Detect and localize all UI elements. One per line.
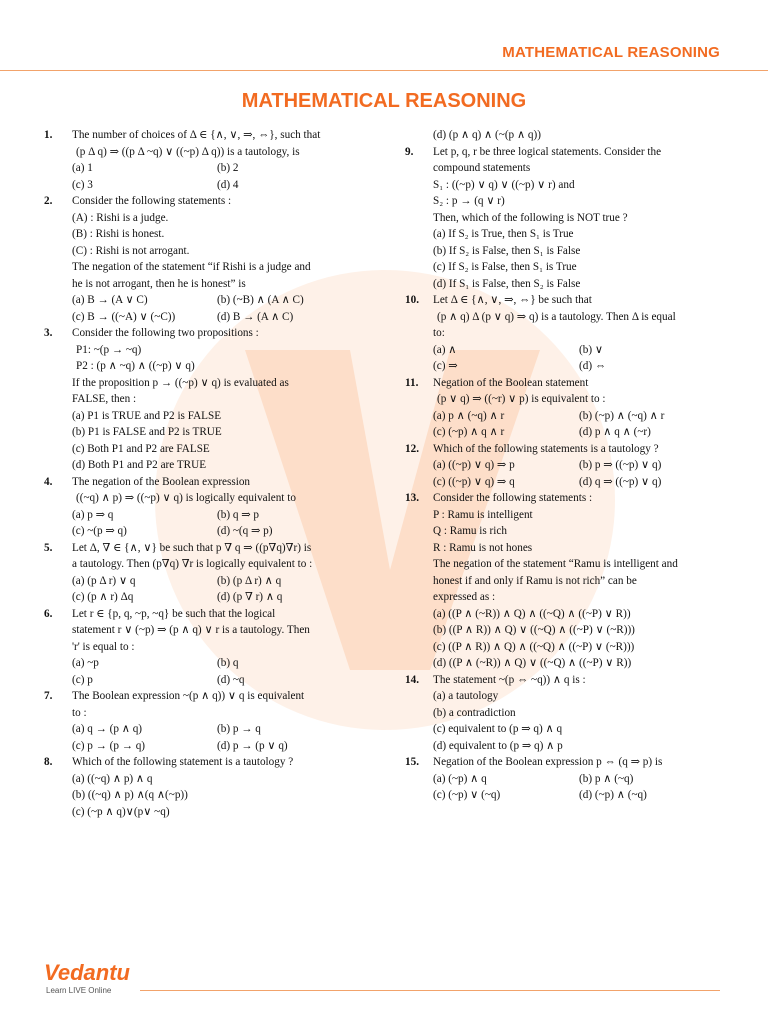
option-a: (a) 1	[72, 162, 93, 174]
option-c: (c) If S₂ is False, then S₁ is True	[433, 261, 577, 273]
option-b: (b) P1 is FALSE and P2 is TRUE	[72, 426, 222, 438]
question-number: 1.	[44, 129, 53, 141]
option-a: (a) P1 is TRUE and P2 is FALSE	[72, 409, 222, 422]
option-d: (d) ⇔	[579, 360, 607, 372]
option-d: (d) p ∧ q ∧ (~r)	[579, 426, 651, 438]
question-6	[44, 606, 362, 689]
question-number: 3.	[44, 327, 53, 339]
question-text: to :	[72, 706, 87, 719]
question-text: Then, which of the following is NOT true ?	[433, 211, 628, 224]
statement: R : Ramu is not hones	[433, 541, 533, 554]
question-12	[405, 441, 725, 491]
question-14	[405, 672, 725, 755]
question-text: The number of choices of Δ ∈ {∧, ∨, ⇒, ⇔}, such that	[72, 129, 321, 141]
question-text: he is not arrogant, then he is honest” is	[72, 277, 246, 290]
brand-tagline: Learn LIVE Online	[46, 986, 112, 995]
question-5	[44, 540, 362, 606]
statement: Q : Ramu is rich	[433, 525, 507, 537]
option-b: (b) (p Δ r) ∧ q	[217, 574, 282, 587]
question-number: 11.	[405, 376, 419, 389]
option-c: (c) p → (p → q)	[72, 739, 146, 752]
option-d: (d) ~(q ⇒ p)	[217, 525, 273, 537]
question-text: The negation of the statement “if Rishi is a judge and	[72, 261, 311, 273]
right-column	[405, 127, 725, 804]
option-a: (a) If S₂ is True, then S₁ is True	[433, 228, 574, 240]
option-b: (b) (~B) ∧ (A ∧ C)	[217, 294, 304, 306]
question-text: The negation of the statement “Ramu is intelligent and	[433, 558, 678, 570]
option-b: (b) (~p) ∧ (~q) ∧ r	[579, 409, 665, 422]
question-text: Consider the following two propositions :	[72, 327, 259, 339]
option-d: (d) equivalent to (p ⇒ q) ∧ p	[433, 739, 563, 752]
question-3	[44, 325, 362, 474]
statement: S₁ : ((~p) ∨ q) ∨ ((~p) ∨ r) and	[433, 178, 575, 191]
page-title: MATHEMATICAL REASONING	[241, 90, 527, 112]
question-number: 8.	[44, 756, 53, 768]
question-4	[44, 474, 362, 540]
option-a: (a) ~p	[72, 657, 99, 669]
question-9	[405, 144, 725, 293]
option-d: (d) 4	[217, 178, 239, 191]
question-text: Let p, q, r be three logical statements. Consider the	[433, 145, 662, 158]
formula: (p ∨ q) ⇒ ((~r) ∨ p) is equivalent to :	[437, 393, 606, 405]
proposition: P2 : (p ∧ ~q) ∧ ((~p) ∨ q)	[76, 360, 195, 372]
question-text: honest if and only if Ramu is not rich” can be	[433, 574, 637, 587]
brand-logo: Vedantu	[44, 960, 130, 985]
option-d: (d) p → (p ∨ q)	[217, 739, 288, 752]
option-c: (c) (~p ∧ q)∨(p∨ ~q)	[72, 805, 170, 818]
option-a: (a) ((~q) ∧ p) ∧ q	[72, 772, 153, 785]
option-a: (a) B → (A ∨ C)	[72, 294, 148, 306]
question-text: Let r ∈ {p, q, ~p, ~q} be such that the logical	[72, 607, 276, 620]
question-number: 4.	[44, 475, 53, 488]
option-d: (d) (~p) ∧ (~q)	[579, 789, 647, 801]
option-c: (c) (~p) ∨ (~q)	[433, 789, 501, 801]
statement: (B) : Rishi is honest.	[72, 228, 165, 240]
option-d: (d) B → (A ∧ C)	[217, 310, 294, 323]
footer-divider	[140, 990, 720, 991]
question-8-continued	[405, 127, 725, 144]
option-a: (a) a tautology	[433, 690, 499, 702]
option-d: (d) If S₁ is False, then S₂ is False	[433, 277, 581, 290]
option-c: (c) 3	[72, 178, 93, 191]
question-number: 10.	[405, 294, 419, 306]
question-text: Consider the following statements :	[72, 195, 232, 207]
question-text: The statement ~(p ⇔ ~q)) ∧ q is :	[433, 673, 586, 686]
statement: S₂ : p → (q ∨ r)	[433, 195, 505, 207]
option-c: (c) ((~p) ∨ q) ⇒ q	[433, 475, 515, 488]
option-b: (b) a contradiction	[433, 706, 516, 719]
question-number: 5.	[44, 541, 53, 554]
question-number: 9.	[405, 145, 414, 158]
option-a: (a) q → (p ∧ q)	[72, 723, 143, 735]
header-title: MATHEMATICAL REASONING	[502, 44, 720, 61]
left-column	[44, 127, 362, 820]
question-text: The negation of the Boolean expression	[72, 475, 251, 488]
question-text: to:	[433, 327, 445, 339]
question-text: The Boolean expression ~(p ∧ q)) ∨ q is equivalent	[72, 690, 305, 702]
option-a: (a) ∧	[433, 343, 457, 356]
question-text: FALSE, then :	[72, 393, 137, 405]
formula: (p Δ q) ⇒ ((p Δ ~q) ∨ ((~p) Δ q)) is a tautology, is	[76, 145, 300, 158]
question-number: 13.	[405, 492, 419, 504]
question-8	[44, 754, 362, 820]
option-a: (a) ((P ∧ (~R)) ∧ Q) ∧ ((~Q) ∧ ((~P) ∨ R))	[433, 607, 631, 620]
question-15	[405, 754, 725, 804]
option-a: (a) (~p) ∧ q	[433, 772, 487, 785]
option-b: (b) q	[217, 657, 239, 669]
question-text: Let Δ ∈ {∧, ∨, ⇒, ⇔} be such that	[433, 294, 592, 306]
option-a: (a) (p Δ r) ∨ q	[72, 574, 136, 587]
option-c: (c) (~p) ∧ q ∧ r	[433, 426, 505, 438]
question-13	[405, 490, 725, 672]
formula: (p ∧ q) Δ (p ∨ q) ⇒ q) is a tautology. Then Δ is equal	[437, 310, 676, 323]
proposition: P1: ~(p → ~q)	[76, 343, 142, 356]
question-number: 2.	[44, 195, 53, 207]
question-number: 15.	[405, 756, 419, 768]
option-d: (d) (p ∇ r) ∧ q	[217, 591, 283, 603]
option-b: (b) ∨	[579, 343, 604, 356]
question-2	[44, 193, 362, 325]
question-text: Consider the following statements :	[433, 492, 593, 504]
statement: P : Ramu is intelligent	[433, 508, 533, 521]
option-c: (c) (p ∧ r) Δq	[72, 591, 134, 603]
question-10	[405, 292, 725, 375]
option-c: (c) ⇒	[433, 360, 458, 372]
question-1	[44, 127, 362, 193]
question-text: Negation of the Boolean statement	[433, 376, 589, 389]
statement: (A) : Rishi is a judge.	[72, 211, 169, 224]
option-a: (a) p ∧ (~q) ∧ r	[433, 409, 505, 422]
question-text: If the proposition p → ((~p) ∨ q) is evaluated as	[72, 376, 289, 389]
question-text: Negation of the Boolean expression p ⇔ (q ⇒ p) is	[433, 756, 663, 768]
option-b: (b) p → q	[217, 723, 261, 735]
option-b: (b) ((P ∧ R)) ∧ Q) ∨ ((~Q) ∧ ((~P) ∨ (~R)))	[433, 624, 635, 636]
option-b: (b) p ∧ (~q)	[579, 772, 634, 785]
option-b: (b) ((~q) ∧ p) ∧(q ∧(~p))	[72, 789, 188, 801]
option-b: (b) 2	[217, 162, 239, 174]
question-text: Which of the following statement is a tautology ?	[72, 756, 294, 768]
question-number: 7.	[44, 690, 53, 702]
option-b: (b) q ⇒ p	[217, 508, 259, 521]
question-text: compound statements	[433, 162, 531, 174]
option-b: (b) If S₂ is False, then S₁ is False	[433, 244, 581, 257]
option-c: (c) Both P1 and P2 are FALSE	[72, 442, 210, 455]
header-divider	[0, 70, 768, 71]
question-number: 12.	[405, 442, 419, 455]
question-text: statement r ∨ (~p) ⇒ (p ∧ q) ∨ r is a tautology. Then	[72, 624, 310, 636]
question-7	[44, 688, 362, 754]
question-number: 14.	[405, 673, 419, 686]
option-d: (d) (p ∧ q) ∧ (~(p ∧ q))	[433, 129, 541, 141]
option-d: (d) q ⇒ ((~p) ∨ q)	[579, 475, 662, 488]
option-d: (d) ~q	[217, 673, 245, 686]
option-b: (b) p ⇒ ((~p) ∨ q)	[579, 459, 662, 471]
option-c: (c) ~(p ⇒ q)	[72, 525, 127, 537]
option-d: (d) ((P ∧ (~R)) ∧ Q) ∨ ((~Q) ∧ ((~P) ∨ R))	[433, 657, 632, 669]
statement: (C) : Rishi is not arrogant.	[72, 244, 190, 257]
option-c: (c) p	[72, 673, 93, 686]
question-text: Which of the following statements is a tautology ?	[433, 442, 659, 455]
question-text: Let Δ, ∇ ∈ {∧, ∨} be such that p ∇ q ⇒ ((p∇q)∇r) is	[72, 541, 312, 554]
option-d: (d) Both P1 and P2 are TRUE	[72, 459, 207, 471]
option-c: (c) B → ((~A) ∨ (~C))	[72, 310, 176, 323]
question-text: a tautology. Then (p∇q) ∇r is logically equivalent to :	[72, 558, 313, 570]
option-a: (a) p ⇒ q	[72, 508, 114, 521]
option-c: (c) ((P ∧ R)) ∧ Q) ∧ ((~Q) ∧ ((~P) ∨ (~R)))	[433, 640, 635, 653]
question-number: 6.	[44, 607, 53, 620]
question-text: expressed as :	[433, 591, 496, 603]
question-11	[405, 375, 725, 441]
formula: ((~q) ∧ p) ⇒ ((~p) ∨ q) is logically equivalent to	[76, 492, 296, 504]
option-a: (a) ((~p) ∨ q) ⇒ p	[433, 459, 515, 471]
question-text: 'r' is equal to :	[72, 640, 135, 653]
option-c: (c) equivalent to (p ⇒ q) ∧ q	[433, 723, 563, 735]
